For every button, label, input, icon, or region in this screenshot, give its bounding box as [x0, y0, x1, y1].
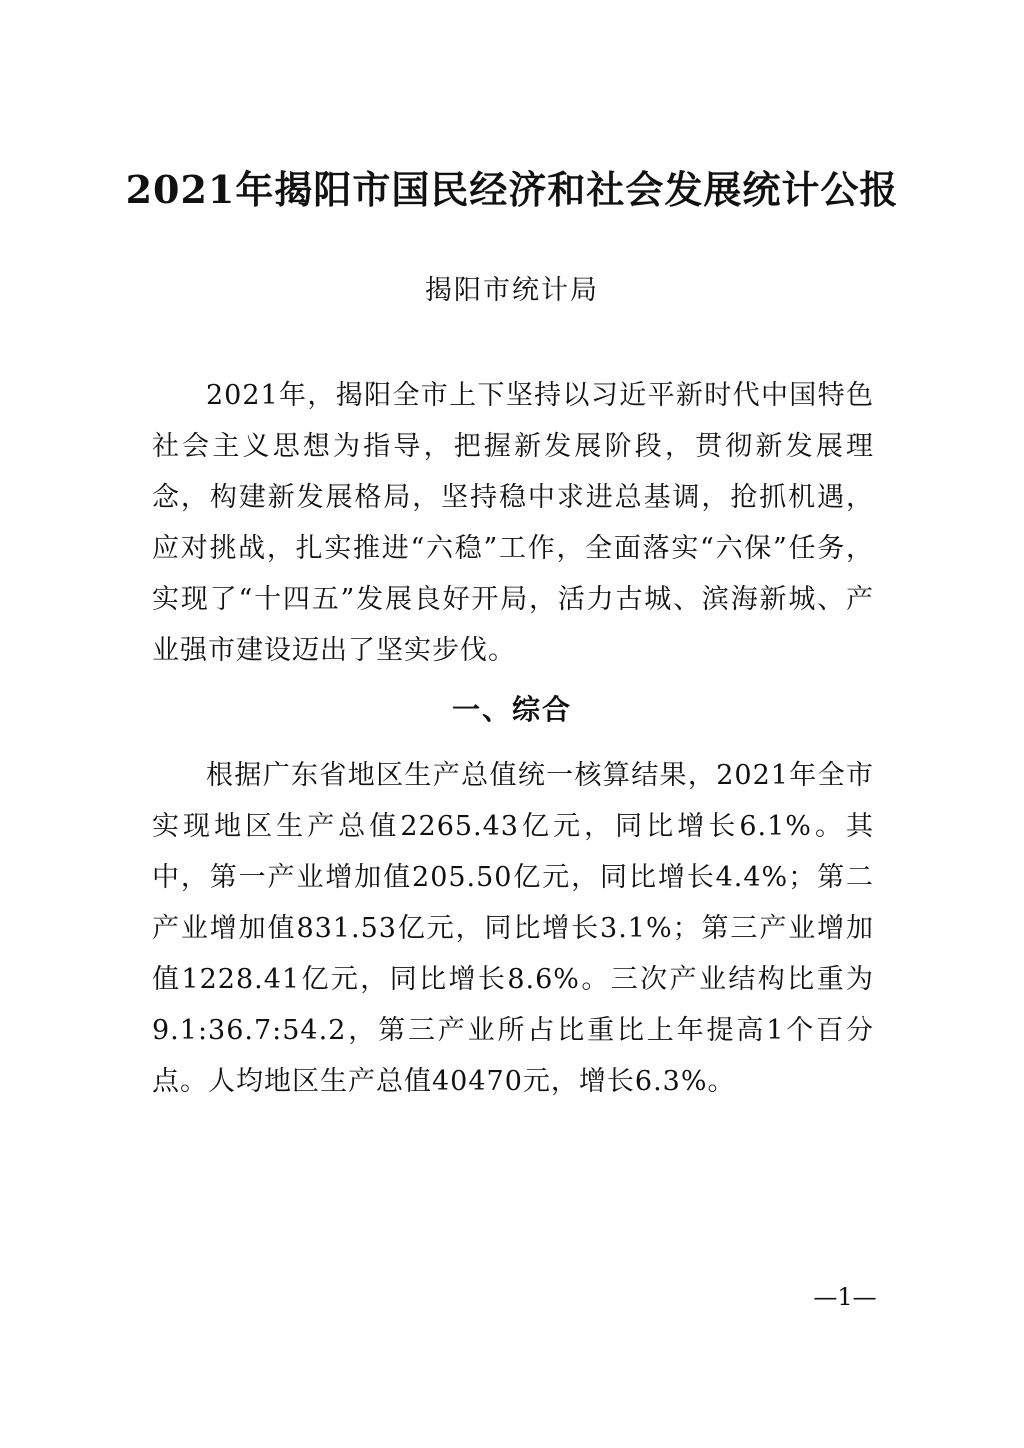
section-heading: 一、综合 — [451, 693, 572, 726]
document-author: 揭阳市统计局 — [425, 275, 599, 306]
intro-paragraph: 2021年，揭阳全市上下坚持以习近平新时代中国特色社会主义思想为指导，把握新发展阶段，贯彻新发展理念，构建新发展格局，坚持稳中求进总基调，抢抓机遇，应对挑战，扎实推进“六稳”工作，全面落实“六保”任务，实现了“十四五”发展良好开局，活力古城、滨海新城、产业强市建设迈出了坚实步伐。 — [152, 380, 874, 666]
page-number: —1— — [813, 1283, 877, 1311]
document-title: 2021年揭阳市国民经济和社会发展统计公报 — [125, 167, 899, 212]
section-paragraph: 根据广东省地区生产总值统一核算结果，2021年全市实现地区生产总值2265.43亿元，同比增长6.1%。其中，第一产业增加值205.50亿元，同比增长4.4%；第二产业增加值831.53亿元，同比增长3.1%；第三产业增加值1228.41亿元，同比增长8.6%。三次产业结构比重为9.1:36.7:54.2，第三产业所占比重比上年提高1个百分点。人均地区生产总值40470元，增长6.3%。 — [152, 760, 874, 1097]
